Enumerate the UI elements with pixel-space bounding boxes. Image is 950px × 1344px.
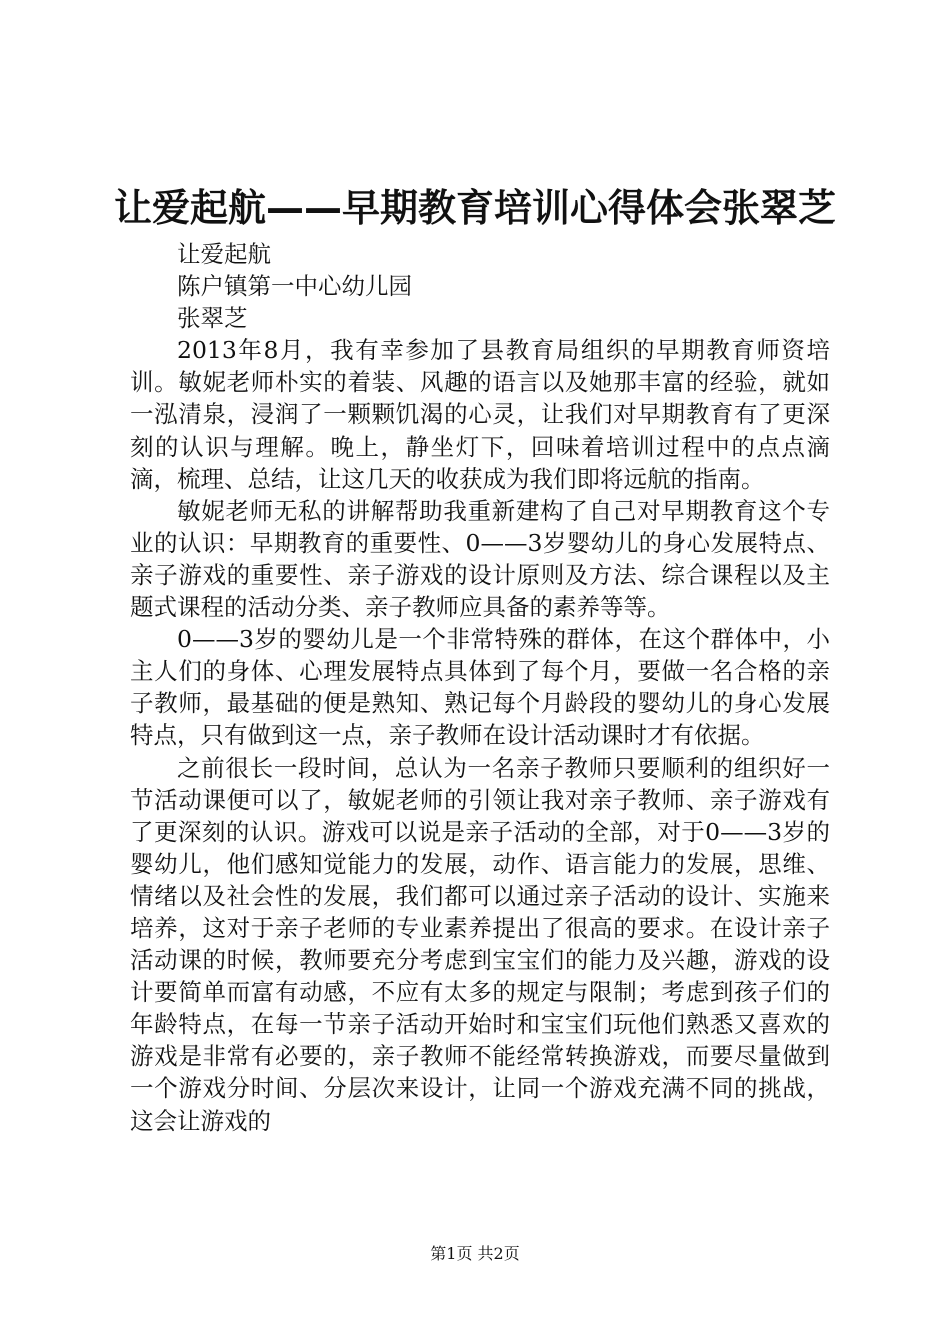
author-line: 张翠芝	[177, 304, 248, 333]
heading-line: 让爱起航	[177, 240, 271, 268]
document-body	[130, 238, 830, 1137]
page-number-footer: 第1页 共2页	[430, 1244, 520, 1263]
paragraph: 敏妮老师无私的讲解帮助我重新建构了自己对早期教育这个专业的认识：早期教育的重要性、0——3岁婴幼儿的身心发展特点、亲子游戏的重要性、亲子游戏的设计原则及方法、综合课程以及主题式课程的活动分类、亲子教师应具备的素养等等。	[130, 496, 830, 622]
paragraph: 之前很长一段时间，总认为一名亲子教师只要顺利的组织好一节活动课便可以了，敏妮老师的引领让我对亲子教师、亲子游戏有了更深刻的认识。游戏可以说是亲子活动的全部，对于0——3岁的婴幼儿，他们感知觉能力的发展，动作、语言能力的发展，思维、情绪以及社会性的发展，我们都可以通过亲子活动的设计、实施来培养，这对于亲子老师的专业素养提出了很高的要求。在设计亲子活动课的时候，教师要充分考虑到宝宝们的能力及兴趣，游戏的设计要简单而富有动感，不应有太多的规定与限制；考虑到孩子们的年龄特点，在每一节亲子活动开始时和宝宝们玩他们熟悉又喜欢的游戏是非常有必要的，亲子教师不能经常转换游戏，而要尽量做到一个游戏分时间、分层次来设计，让同一个游戏充满不同的挑战，这会让游戏的	[130, 753, 830, 1135]
paragraph: 2013年8月，我有幸参加了县教育局组织的早期教育师资培训。敏妮老师朴实的着装、风趣的语言以及她那丰富的经验，就如一泓清泉，浸润了一颗颗饥渴的心灵，让我们对早期教育有了更深刻的认识与理解。晚上，静坐灯下，回味着培训过程中的点点滴滴，梳理、总结，让这几天的收获成为我们即将远航的指南。	[130, 336, 830, 493]
school-line: 陈户镇第一中心幼儿园	[177, 272, 412, 301]
paragraph: 0——3岁的婴幼儿是一个非常特殊的群体，在这个群体中，小主人们的身体、心理发展特点具体到了每个月，要做一名合格的亲子教师，最基础的便是熟知、熟记每个月龄段的婴幼儿的身心发展特点，只有做到这一点，亲子教师在设计活动课时才有依据。	[130, 625, 830, 750]
document-title: 让爱起航——早期教育培训心得体会张翠芝	[113, 186, 836, 230]
